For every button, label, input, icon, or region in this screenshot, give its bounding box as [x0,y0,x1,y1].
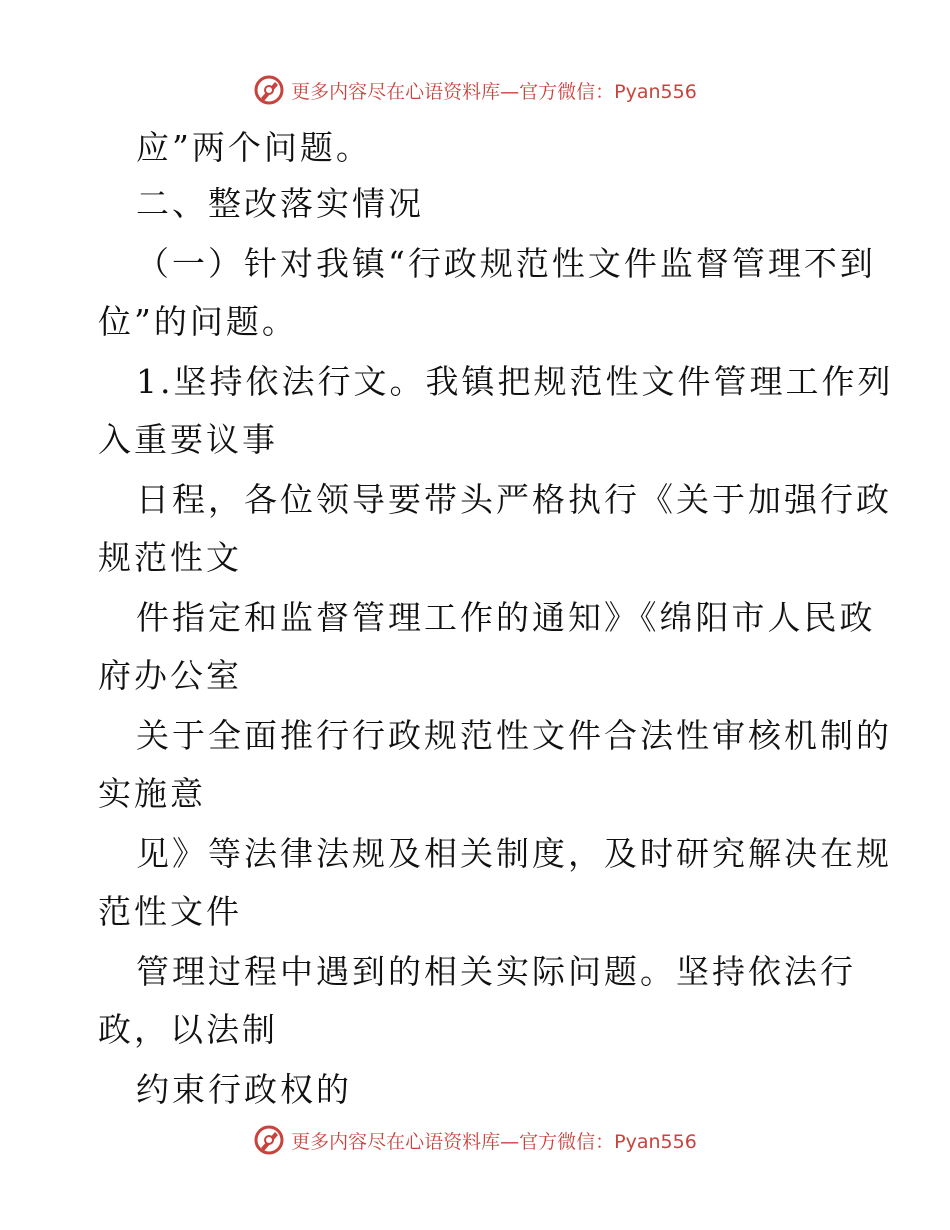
text-line: 关于全面推行行政规范性文件合法性审核机制的 [136,716,892,755]
text-line: 见》等法律法规及相关制度，及时研究解决在规 [136,834,892,873]
footer-banner [0,1120,950,1160]
text-line: 管理过程中遇到的相关实际问题。坚持依法行 [136,952,856,991]
section-heading: 二、整改落实情况 [136,184,424,223]
footer-banner-text: 更多内容尽在心语资料库—官方微信：Pyan556 [291,1130,697,1153]
text-line: 规范性文 [98,538,242,577]
header-banner [0,70,950,110]
text-line: 1.坚持依法行文。我镇把规范性文件管理工作列 [136,362,894,401]
text-line: 政，以法制 [98,1010,278,1049]
header-banner-text: 更多内容尽在心语资料库—官方微信：Pyan556 [291,80,697,103]
text-line: 实施意 [98,774,206,813]
brand-logo-icon [253,74,285,106]
brand-logo-icon [253,1124,285,1156]
text-line: 件指定和监督管理工作的通知》《绵阳市人民政 [136,598,876,637]
text-line: 入重要议事 [98,420,278,459]
text-line: 日程，各位领导要带头严格执行《关于加强行政 [136,480,892,519]
text-line: 约束行政权的 [136,1070,352,1109]
text-line: 应”两个问题。 [136,128,372,167]
subsection-heading: （一）针对我镇“行政规范性文件监督管理不到 [136,244,876,283]
text-line: 范性文件 [98,892,242,931]
text-line: 位”的问题。 [98,302,298,341]
text-line: 府办公室 [98,656,242,695]
